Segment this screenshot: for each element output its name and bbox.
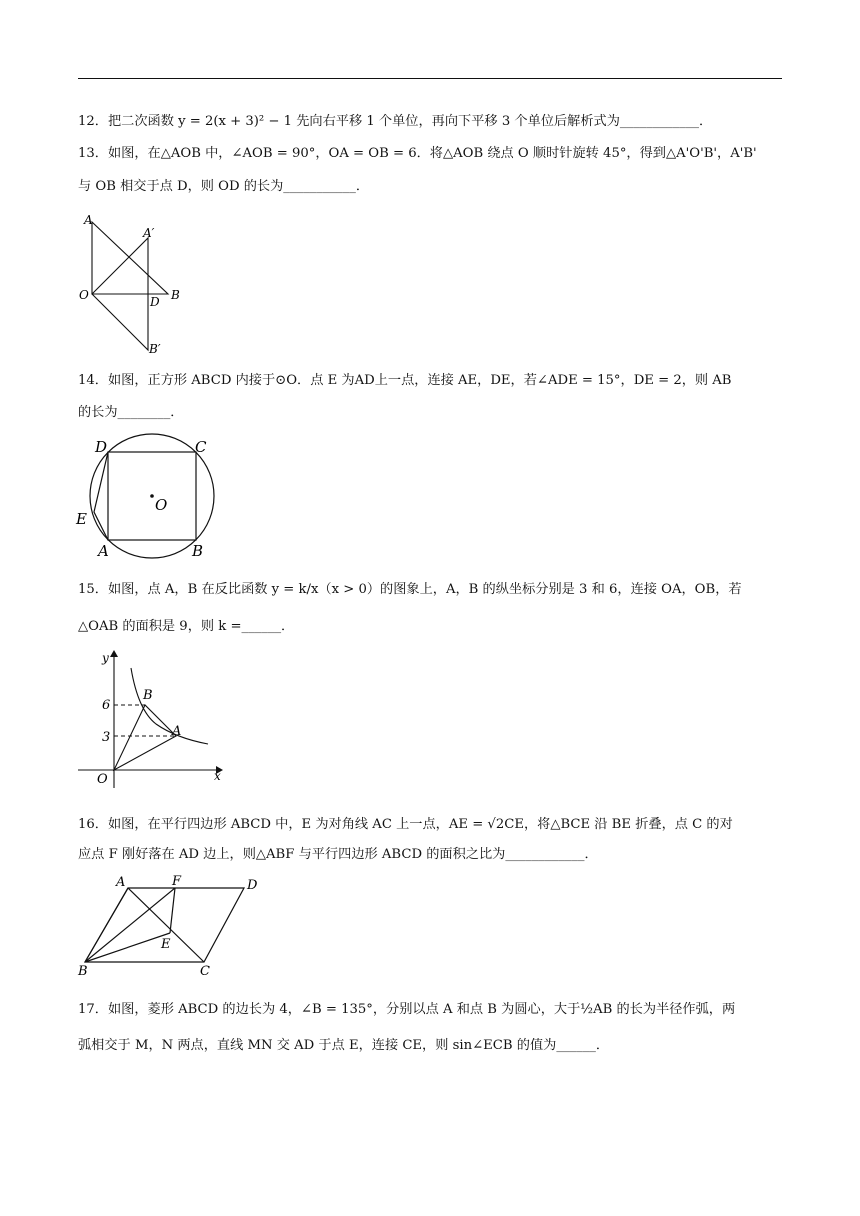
q15-line-1: 15．如图，点 A，B 在反比函数 y = k/x（x > 0）的图象上，A，B 的纵坐标分别是 3 和 6，连接 OA，OB，若 (78, 582, 742, 597)
label-a-prime: A′ (143, 226, 155, 240)
q16-figure (76, 872, 266, 980)
header-rule (78, 78, 782, 79)
label-b: B (192, 542, 204, 560)
label-b-prime: B′ (149, 342, 161, 356)
label-a: A (98, 542, 109, 560)
q14-figure (74, 432, 224, 560)
segment-fe (170, 888, 175, 933)
label-c: C (200, 964, 210, 979)
label-b: B (171, 288, 180, 302)
label-x: x (214, 769, 221, 783)
label-d: D (247, 878, 258, 893)
label-o: O (97, 772, 108, 787)
label-y: y (102, 651, 109, 665)
label-d: D (95, 438, 108, 456)
q14-line-1: 14．如图，正方形 ABCD 内接于⊙O．点 E 为AD上一点，连接 AE，DE，若∠ADE = 15°，DE = 2，则 AB (78, 373, 732, 388)
label-f: F (172, 874, 182, 889)
q14-line-2: 的长为________． (78, 405, 184, 420)
hyperbola-curve (131, 668, 208, 744)
segment-ab (85, 888, 128, 962)
q17-line-2: 弧相交于 M，N 两点，直线 MN 交 AD 于点 E，连接 CE，则 sin∠ECB 的值为______． (78, 1038, 610, 1053)
q12-line-1: 12．把二次函数 y = 2(x + 3)² − 1 先向右平移 1 个单位，再向下平移 3 个单位后解析式为____________． (78, 114, 713, 129)
q16-line-2: 应点 F 刚好落在 AD 边上，则△ABF 与平行四边形 ABCD 的面积之比为____________． (78, 847, 598, 862)
label-a: A (84, 213, 93, 227)
y-arrow-icon (110, 650, 118, 657)
label-c: C (195, 438, 207, 456)
label-d: D (150, 295, 160, 309)
q15-line-2: △OAB 的面积是 9，则 k =______． (78, 619, 295, 634)
center-point (150, 494, 154, 498)
q17-line-1: 17．如图，菱形 ABCD 的边长为 4，∠B = 135°，分别以点 A 和点 B 为圆心，大于½AB 的长为半径作弧，两 (78, 1002, 736, 1017)
triangle-oab (114, 705, 176, 770)
q13-line-1: 13．如图，在△AOB 中，∠AOB = 90°，OA = OB = 6．将△AOB 绕点 O 顺时针旋转 45°，得到△A'O'B'，A'B' (78, 146, 757, 161)
q15-figure (76, 648, 226, 794)
chords-de-ea (94, 452, 108, 540)
label-three: 3 (102, 730, 111, 745)
label-six: 6 (102, 698, 111, 713)
label-e: E (76, 510, 87, 528)
label-o: O (155, 496, 168, 514)
label-b: B (143, 688, 153, 703)
q13-line-2: 与 OB 相交于点 D，则 OD 的长为___________． (78, 179, 370, 194)
q16-line-1: 16．如图，在平行四边形 ABCD 中，E 为对角线 AC 上一点，AE = √2CE，将△BCE 沿 BE 折叠，点 C 的对 (78, 817, 733, 832)
label-o: O (79, 288, 89, 302)
label-e: E (161, 937, 171, 952)
label-b: B (78, 964, 88, 979)
segment-be (85, 933, 170, 962)
q13-figure (76, 210, 196, 360)
label-a: A (172, 724, 182, 739)
label-a: A (116, 875, 126, 890)
